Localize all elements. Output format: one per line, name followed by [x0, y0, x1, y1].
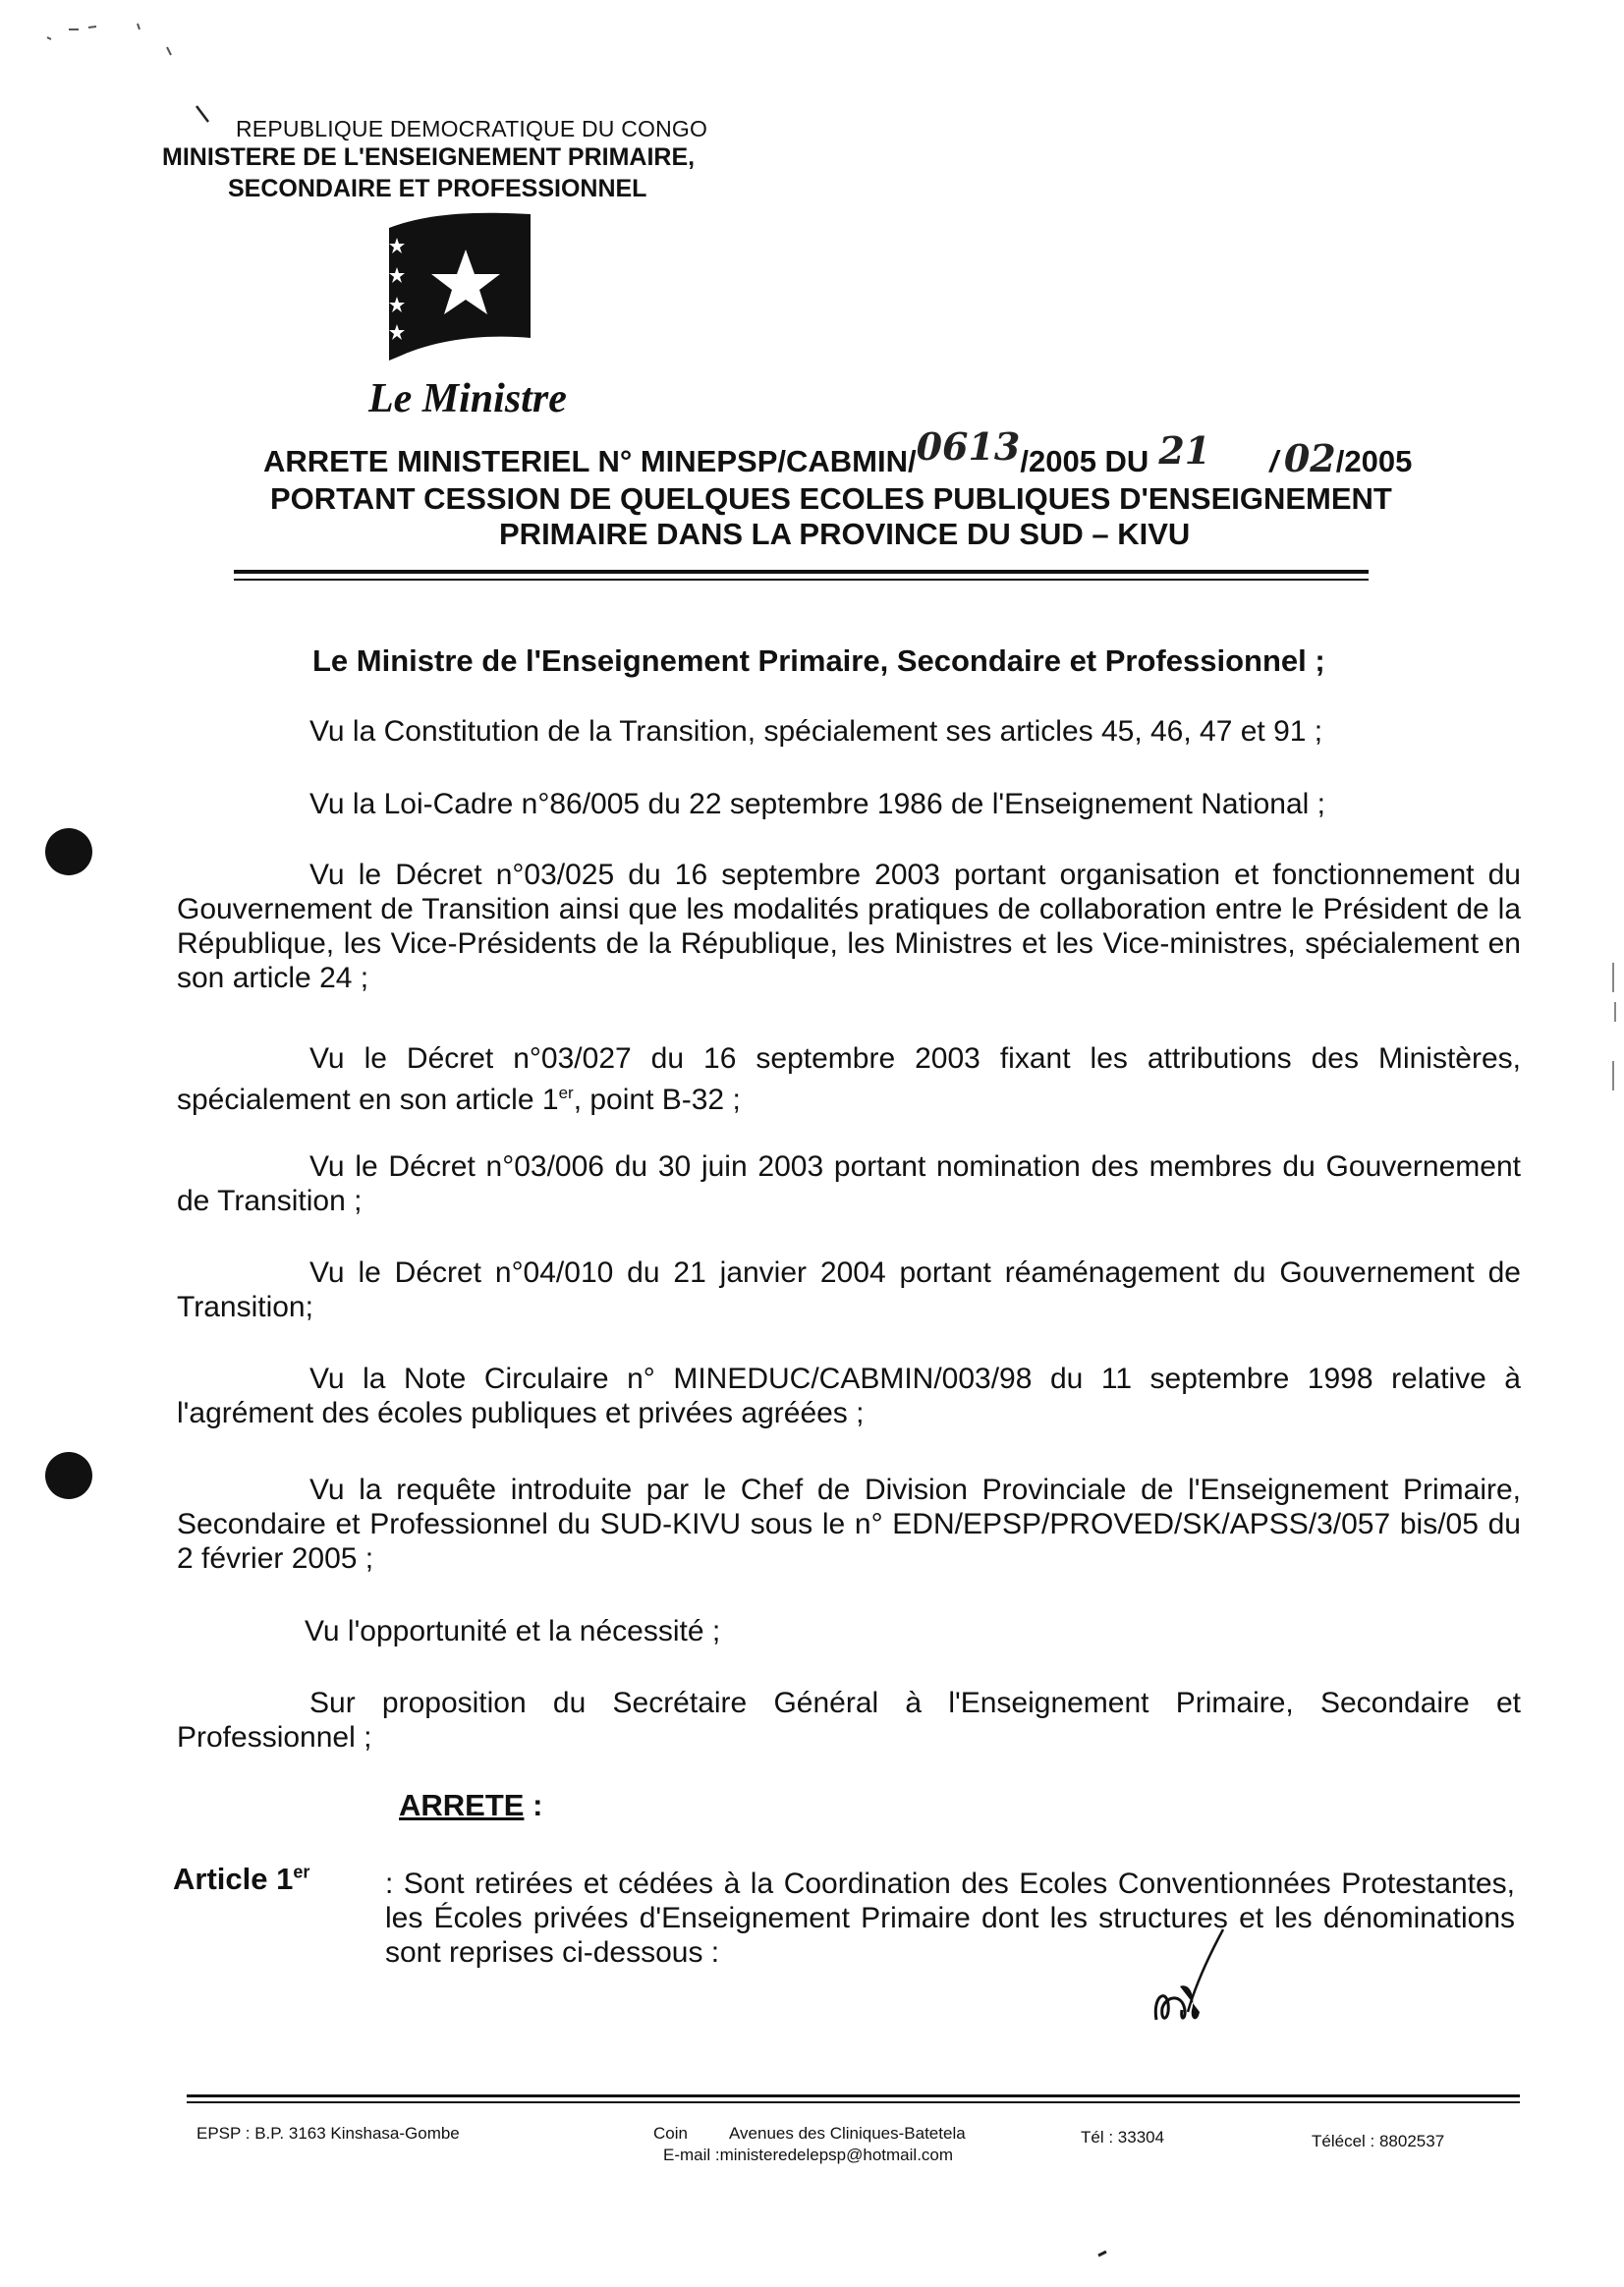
sur-proposition: Sur proposition du Secrétaire Général à l'Enseignement Primaire, Secondaire et Professionnel ; [177, 1687, 1521, 1754]
article-1-text: : Sont retirées et cédées à la Coordination des Ecoles Conventionnées Protestantes, les Écoles privées d'Enseignement Primaire dont les structures et les dénominations sont reprises ci-dessous : [385, 1868, 1515, 1969]
vu-decret-027-text: Vu le Décret n°03/027 du 16 septembre 2003 fixant les attributions des Ministères, spécialement en son article 1 [177, 1042, 1521, 1116]
decree-year-du: /2005 DU [1020, 444, 1149, 478]
vu-note-circulaire: Vu la Note Circulaire n° MINEDUC/CABMIN/003/98 du 11 septembre 1998 relative à l'agrément des écoles publiques et privées agréées ; [177, 1363, 1521, 1429]
superscript-er: er [558, 1084, 574, 1102]
ministry-name-line2: SECONDAIRE ET PROFESSIONNEL [228, 175, 647, 202]
arrete-heading-colon: : [524, 1788, 543, 1822]
vu-decret-027 [177, 1041, 1521, 1117]
footer-double-rule-top [187, 2094, 1520, 2097]
handwritten-month: 02 [1283, 436, 1336, 480]
vu-decret-006: Vu le Décret n°03/006 du 30 juin 2003 portant nomination des membres du Gouvernement de Transition ; [177, 1150, 1521, 1217]
country-name: REPUBLIQUE DEMOCRATIQUE DU CONGO [236, 116, 708, 141]
handwritten-decree-number: 0613 [916, 424, 1021, 469]
footer-coin: Coin [653, 2124, 688, 2143]
vu-decret-010: Vu le Décret n°04/010 du 21 janvier 2004 portant réaménagement du Gouvernement de Transition; [177, 1256, 1521, 1323]
minister-signature-title: Le Ministre [368, 376, 567, 421]
decree-slash: / [1269, 444, 1278, 478]
title-double-rule-bottom [234, 579, 1369, 581]
decree-number-line [263, 424, 1413, 480]
vu-loi-cadre: Vu la Loi-Cadre n°86/005 du 22 septembre 1986 de l'Enseignement National ; [309, 788, 1325, 820]
decree-subject-line1: PORTANT CESSION DE QUELQUES ECOLES PUBLIQUES D'ENSEIGNEMENT [270, 481, 1392, 516]
footer-double-rule-bottom [187, 2101, 1520, 2103]
flag-star-icon [381, 208, 538, 365]
article-label [173, 1862, 309, 1897]
decree-year-end: /2005 [1335, 444, 1413, 478]
handwritten-day: 21 [1158, 428, 1211, 473]
vu-decret-025: Vu le Décret n°03/025 du 16 septembre 2003 portant organisation et fonctionnement du Gouvernement de Transition ainsi que les modalités pratiques de collaboration entre le Président de la République, les Vice-Présidents de la République, les Ministres et les Vice-ministres, spécialement en son article 24 ; [177, 859, 1521, 994]
decree-prefix: ARRETE MINISTERIEL N° MINEPSP/CABMIN/ [263, 444, 917, 478]
footer-telecel: Télécel : 8802537 [1312, 2132, 1445, 2150]
ministry-name-line1: MINISTERE DE L'ENSEIGNEMENT PRIMAIRE, [162, 143, 696, 171]
arrete-heading [399, 1788, 542, 1823]
vu-decret-027-tail: , point B-32 ; [573, 1084, 741, 1116]
arrete-heading-text: ARRETE [399, 1788, 525, 1822]
vu-requete: Vu la requête introduite par le Chef de Division Provinciale de l'Enseignement Primaire, Secondaire et Professionnel du SUD-KIVU sous le n° EDN/EPSP/PROVED/SK/APSS/3/057 bis/05 du 2 février 2005 ; [177, 1474, 1521, 1575]
title-double-rule-top [234, 570, 1369, 574]
footer-telephone: Tél : 33304 [1081, 2128, 1165, 2147]
binder-hole-mark [45, 828, 92, 875]
preamble: Le Ministre de l'Enseignement Primaire, Secondaire et Professionnel ; [312, 643, 1325, 678]
article-superscript: er [293, 1862, 310, 1882]
footer-postal-address: EPSP : B.P. 3163 Kinshasa-Gombe [196, 2124, 460, 2143]
footer-email: E-mail :ministeredelepsp@hotmail.com [663, 2146, 954, 2164]
footer-avenues: Avenues des Cliniques-Batetela [729, 2124, 966, 2143]
handwritten-initials [1145, 1925, 1243, 2034]
vu-opportunite: Vu l'opportunité et la nécessité ; [305, 1615, 721, 1647]
binder-hole-mark [45, 1452, 92, 1499]
decree-subject-line2: PRIMAIRE DANS LA PROVINCE DU SUD – KIVU [499, 517, 1191, 551]
vu-constitution: Vu la Constitution de la Transition, spécialement ses articles 45, 46, 47 et 91 ; [309, 715, 1323, 748]
article-label-text: Article 1 [173, 1862, 294, 1896]
